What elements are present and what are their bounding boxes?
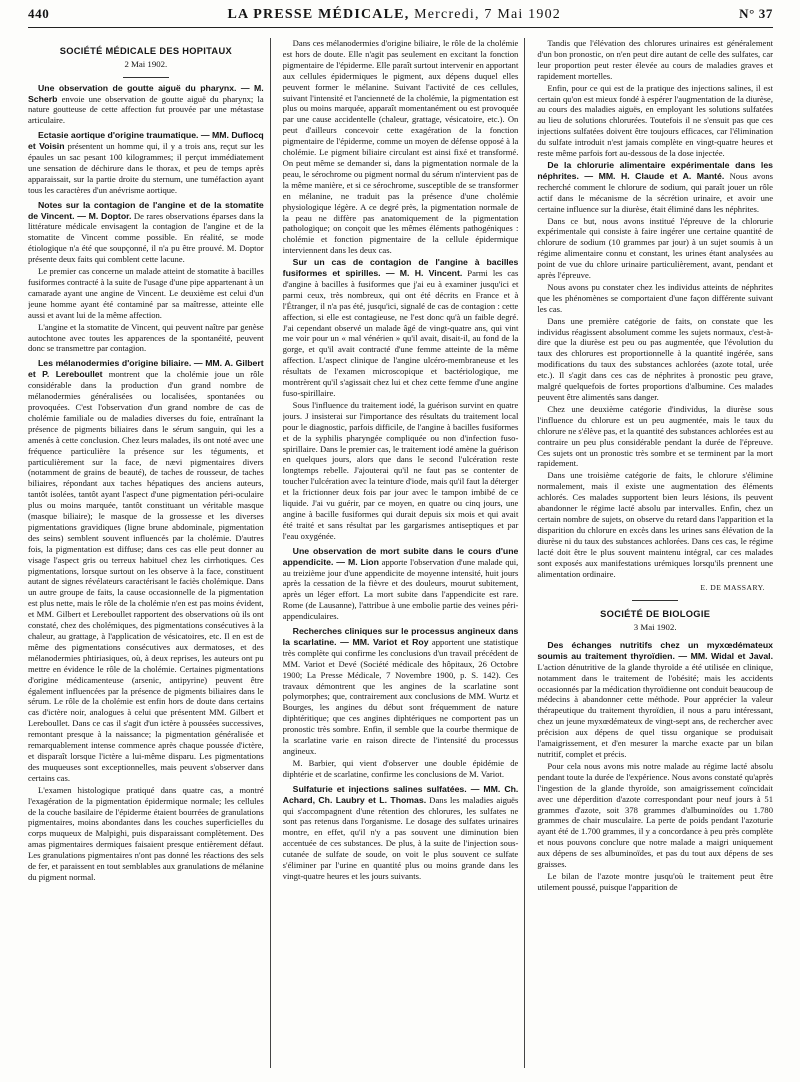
article-text: Nous avons recherché comment le chlorure de sodium, qui paraît jouer un rôle actif dans le mécanisme de la sécrétion urinaire, et avoir une certaine influence sur la diurèse, était éliminé dans les néphrites. bbox=[537, 170, 773, 214]
article-paragraph bbox=[537, 761, 773, 870]
article-heading: Ectasie aortique d'origine traumatique. — MM. Duflocq et Voisin bbox=[28, 130, 264, 152]
article-item bbox=[28, 83, 264, 127]
article-text: L'action dénutritive de la glande thyroïde a été utilisée en clinique, notamment dans le traitement de l'obésité; mais les accidents occasionnés par la médication thyroïdienne ont conduit beaucoup de médecins à abandonner cette méthode. Pour apprécier la valeur thérapeutique du traitement thyroïdien, il nous a paru intéressant, chez un jeune myxœdémateux de vingt-sept ans, de rechercher avec précision aux dépens de quel tissu organique se produisait l'amaigrissement, et d'en mesurer la marche exacte par un bilan nutritif, complet et précis. bbox=[537, 661, 773, 759]
article-paragraph bbox=[537, 871, 773, 893]
article-paragraph bbox=[283, 758, 519, 780]
article-text: Dans les maladies aiguës qui s'accompagnent d'une rétention des chlorures, les sulfates ne sont pas retenus dans l'organisme. Le dosage des sulfates urinaires montre, en effet, qu'il n'y a pas souvent une diminution bien accentuée de ces substances. De plus, à la suite de l'injection sous-cutanée de sulfate de soude, on voit le plus souvent ce sulfate s'éliminer par l'urine en quantité plus ou moins grande dans les vingt-quatre heures et les jours suivants. bbox=[282, 794, 519, 881]
section-title: SOCIÉTÉ MÉDICALE DES HOPITAUX bbox=[59, 46, 232, 56]
article-heading: Notes sur la contagion de l'angine et de la stomatite de Vincent. — M. Doptor. bbox=[28, 199, 264, 221]
article-paragraph bbox=[283, 784, 519, 882]
continuation-paragraph: Enfin, pour ce qui est de la pratique des injections salines, il est certain qu'on est mieux fondé à espérer l'augmentation de la diurèse, au cours des maladies aiguës, en employant les solutions sulfatées au lieu de solutions chlorurées. Toutefois il ne s'ensuit pas que ces injections sulfatées doivent être toujours efficaces, car l'élimination du sulfate introduit n'est jamais complète en vingt-quatre heures et reste même parfois fort au-dessous de la dose injectée. bbox=[537, 82, 773, 159]
article-paragraph bbox=[28, 322, 264, 355]
column-3-continuation bbox=[537, 38, 773, 159]
article-heading: Sulfaturie et injections salines sulfatées. — MM. Ch. Achard, Ch. Laubry et L. Thomas. bbox=[282, 783, 519, 805]
page-number: 440 bbox=[28, 6, 50, 21]
article-paragraph bbox=[537, 282, 773, 315]
article-text: Dans une troisième catégorie de faits, le chlorure s'élimine normalement, mais il existe une augmentation des éléments achlorés. Ces malades supportent bien leurs lésions, ils peuvent abandonner le régime lacté absolu par intervalles. Enfin, chez un certain nombre de sujets, on observe du retard dans l'apparition et la disparition du chlorure en excès dans les urines sans élévation de la diurèse ni du taux des substances achlorées. Dans ces cas, le régime lacté doit être le plus souvent maintenu intégral, car ces malades sont exposés aux manifestations urémiques lorsqu'ils prennent une alimentation ordinaire. bbox=[537, 470, 773, 579]
article-text: Parmi les cas d'angine à bacilles à fusiformes que j'ai eu à examiner jusqu'ici et parmi ceux, très nombreux, qui ont été décrits en France et à l'Étranger, il n'a pas été, jusqu'ici, signalé de cas de contagion : cette affection, si elle est contagieuse, ne l'est donc qu'à un faible degré. J'ai cependant observé un malade âgé de vingt-quatre ans, qui vint me voir pour un « mal vénérien » qu'il avait, disait-il, au fond de la gorge, et qu'il avait contracté d'une femme atteinte de la même affection. L'aspect clinique de l'angine ulcéro-membraneuse et les résultats de l'examen microscopique et bactériologique, me montrèrent qu'il s'agissait chez lui et chez cette femme d'une angine fuso-spirillaire. bbox=[282, 268, 519, 398]
article-text: De rares observations éparses dans la littérature médicale envisagent la contagion de l'angine et de la stomatite de Vincent comme possible. En réalité, se mode étiologique n'a été que soupçonné, il n'a pu être prouvé. M. Doptor présente deux faits qui comblent cette lacune. bbox=[28, 210, 264, 265]
article-heading: De la chlorurie alimentaire expérimentale dans les néphrites. — MM. H. Claude et A. Manté. bbox=[537, 159, 773, 181]
article-text: Sous l'influence du traitement iodé, la guérison survint en quatre jours. J insisterai sur l'importance des résultats du traitement local pour le diagnostic, parfois difficile, de l'angine à bacilles fusiformes et de la syphilis pharyngée compliquée ou non d'infection fuso-spirillaire. Dans le premier cas, le traitement iodé amène la guérison en quelques jours, alors que dans le second l'ulcération reste longtemps rebelle. J'ajouterai qu'il ne faut pas se contenter de toucher l'ulcération avec la teinture d'iode, mais qu'il faut la déterger et la frictionner deux fois par jour avec le tampon imbibé de ce liquide. J'ai vu guérir, par ce moyen, en quatre ou cinq jours, une angine à bacille fusiformes qui durait depuis six mois et qui avait été traité et sans résultat par les gargarismes antiseptiques et par l'eau oxygénée. bbox=[282, 399, 519, 541]
article-paragraph bbox=[537, 316, 773, 403]
article-text: Le bilan de l'azote montre jusqu'où le traitement peut être utilement poussé, puisque l'apparition de bbox=[537, 870, 773, 892]
article-heading: Des échanges nutritifs chez un myxœdémateux soumis au traitement thyroïdien. — MM. Widal et Javal. bbox=[537, 639, 773, 661]
section-2-items bbox=[537, 640, 773, 893]
article-paragraph bbox=[537, 640, 773, 760]
article-item bbox=[283, 546, 519, 622]
article-item bbox=[283, 626, 519, 780]
section-1-items bbox=[28, 83, 264, 883]
article-item bbox=[283, 784, 519, 882]
article-text: M. Barbier, qui vient d'observer une double épidémie de diphtérie et de scarlatine, confirme les conclusions de M. Variot. bbox=[282, 757, 519, 779]
article-paragraph bbox=[537, 404, 773, 469]
columns bbox=[28, 38, 773, 1068]
article-item bbox=[28, 130, 264, 195]
issue-date: Mercredi, 7 Mai 1902 bbox=[414, 7, 561, 22]
article-item bbox=[537, 160, 773, 579]
column-2 bbox=[283, 38, 526, 1068]
article-paragraph bbox=[283, 546, 519, 622]
article-item bbox=[28, 200, 264, 355]
article-paragraph bbox=[28, 785, 264, 883]
column-2-items bbox=[283, 257, 519, 882]
article-heading: Sur un cas de contagion de l'angine à bacilles fusiformes et spirilles. — M. H. Vincent. bbox=[282, 257, 519, 279]
article-item bbox=[28, 358, 264, 883]
continuation-paragraph: Tandis que l'élévation des chlorures urinaires est généralement d'un bon pronostic, on n'en peut dire autant de celle des sulfates, car leur proportion peut rester élevée au cours de maladies graves et rapidement mortelles. bbox=[537, 38, 773, 81]
article-heading: Une observation de goutte aiguë du pharynx. — M. Scherb bbox=[28, 82, 264, 104]
section-date: 2 Mai 1902. bbox=[124, 58, 168, 69]
article-text: Dans ce but, nous avons institué l'épreuve de la chlorurie expérimentale qui consiste à faire ingérer une certaine quantité de chlorure de sodium (10 grammes par jour) à un sujet soumis à un régime alimentaire connu et constant, les urines étant analysées au point de vue du chlore urinaire particulièrement, avant, pendant et après l'épreuve. bbox=[537, 215, 773, 281]
article-text: Le premier cas concerne un malade atteint de stomatite à bacilles fusiformes contracté à la suite de l'usage d'une pipe appartenant à un camarade ayant une angine de Vincent. Le deuxième est celui d'un jeune homme ayant été contaminé par sa maîtresse, atteinte elle aussi et avant lui de la même affection. bbox=[28, 266, 264, 320]
continuation-paragraph: Dans ces mélanodermies d'origine biliaire, le rôle de la cholémie est hors de doute. Elle n'agit pas seulement en excitant la fonction pigmentaire de l'épiderme. Elle paraît surtout intervenir en apportant aux cellules épidermiques le pigment, aux dépens duquel elles peuvent former le mélanine. Suivant l'activité de ces cellules, suivant l'intensité et l'ancienneté de la cholémie, la pigmentation est plus ou moins marquée, apparaît momentanément ou est provoquée par une cause accidentelle (chaleur, grattage, vésicatoire, etc.). On peut d'ailleurs concevoir cette exagération de la fonction pigmentaire de l'épiderme, comme un moyen de défense opposé à la cholémie. Le pigment biliaire circulant est ainsi fixé et transformé. On peut même se demander si, dans la pigmentation normale de la peau, le sérochrome ou pigment normal du sérum n'intervient pas de la même manière, et si ce sérochrome, susceptible de se transformer en mélanine, ne traduit pas la présence d'une cholémie physiologique légère. A ce degré près, la pigmentation normale de la peau ne diffère pas anatomiquement de la pigmentation pathologique; on conçoit que les mêmes éléments pathogéniques : cholémie et fonction pigmentaire de la cellule épidermique interviennent dans les deux cas. bbox=[282, 38, 519, 256]
section-rule bbox=[123, 77, 169, 78]
article-heading: Les mélanodermies d'origine biliaire. — MM. A. Gilbert et P. Lereboullet bbox=[28, 358, 264, 380]
journal-name: LA PRESSE MÉDICALE, bbox=[227, 7, 410, 22]
column-1 bbox=[28, 38, 271, 1068]
section-rule bbox=[632, 600, 678, 601]
article-text: envoie une observation de goutte aiguë du pharynx; la nature goutteuse de cette affection fut prouvée par une métastase articulaire. bbox=[28, 93, 264, 126]
section-date: 3 Mai 1902. bbox=[633, 622, 677, 633]
author-signature: E. DE MASSARY. bbox=[700, 583, 766, 593]
article-text: apportent une statistique très complète qui confirme les conclusions d'un travail précédent de MM. Variot et Devé (Société médicale des hôpitaux, 26 Octobre 1900; La Presse Médicale, 7 Novembre 1900, p. S. 142). Ces travaux démontrent que les angines de la scarlatine sont polymorphes; que, contrairement aux conclusions de MM. Wurtz et Bourges, les angines du début sont fréquemment de nature diphtéritique; que ces angines diphtériques ne comportent pas un pronostic très sombre. Enfin, il semble que la courbe thermique de la scarlatine varie en raison directe de l'intensité du processus angineux. bbox=[282, 636, 519, 756]
issue-number: N° 37 bbox=[739, 6, 773, 21]
article-text: L'angine et la stomatite de Vincent, qui peuvent naître par genèse autochtone avec toutes les apparences de la spontanéité, peuvent donc se transmettre par contagion. bbox=[28, 321, 264, 354]
article-paragraph bbox=[28, 83, 264, 127]
article-paragraph bbox=[537, 216, 773, 281]
section-title: SOCIÉTÉ DE BIOLOGIE bbox=[600, 609, 711, 620]
article-text: apporte l'observation d'une malade qui, au treizième jour d'une appendicite de moyenne intensité, huit jours après la cessation de la fièvre et des douleurs, mourut subitement, après un léger effort. La mort subite dans l'appendicite est rare. Rome (de Lausanne), l'attribue à une embolie partie des veines péri-appendiculaires. bbox=[282, 556, 519, 622]
article-paragraph bbox=[28, 358, 264, 783]
column-3-items bbox=[537, 160, 773, 579]
article-paragraph bbox=[28, 130, 264, 195]
article-item bbox=[283, 257, 519, 542]
article-paragraph bbox=[283, 400, 519, 542]
article-paragraph bbox=[283, 257, 519, 399]
article-paragraph bbox=[537, 470, 773, 579]
article-text: montrent que la cholémie joue un rôle considérable dans la production d'un grand nombre de mélanodermies généralisées ou localisées, spontanées ou provoquées. C'est l'observation d'un grand nombre de cas de cholémie familiale ou de maladies diverses du foie, entraînant la présence de pigments biliaires dans le sérum sanguin, qui les a amenés à cette conclusion. Chez leurs malades, ils ont noté avec une fréquence particulière la présence sur les téguments, et particulièrement sur la face, de nævi pigmentaires divers (notamment de grains de beauté), de taches de rousseur, de taches biliaires, répondant aux taches hépatiques des anciens auteurs, tantôt isolées, tantôt ayant l'aspect d'une pigmentation péri-oculaire plus ou moins marquée, tantôt constituant un véritable masque (masque biliaire); le masque de la grossesse et les diverses pigmentations gravidiques (ligne brune abdominale, pigmentation des seins) semblent souvent influencés par la cholémie. D'autres fois, la pigmentation est diffuse; dans ces cas elle peut donner au visage l'aspect gris ou terreux habituel chez les cirrhotiques. Ces pigmentations, lorsque surtout on les observe à la face, constituent autant de signes révélateurs caractérisant le faciès cholémique. Dans un autre groupe de faits, la cause occasionnelle de la pigmentation est plus nette, mais le rôle de la cholémie n'en est pas moins évident, et MM. Gilbert et Lereboullet rapportent des observations où ils ont constaté, chez des cholémiques, des pigmentations consécutives à la chaleur, au grattage, à l'application de vésicatoires, etc. Il en est de même des pigmentations consécutives aux dermatoses, et des mélanodermies phtiriasiques, où, à deux reprises, les auteurs ont pu mettre en évidence le rôle de la cholémie. Certaines pigmentations d'origine médicamenteuse (arsenic, antipyrine) peuvent être également influencées par la présence de pigments biliaires dans le sérum. Le rôle de la cholémie est enfin hors de doute dans certains cas d'ictère noir, analogues à celui que présentent MM. Gilbert et Lereboullet. Dans ce cas il s'agit d'un ictère à poussées successives, remontant presque à la naissance; la pigmentation généralisée et remarquablement intense commence après chaque poussée d'ictère, et disparaît lorsque l'ictère a lui-même disparu. Les pigmentations des muqueuses sont exceptionnelles, mais peuvent s'observer dans certains cas. bbox=[28, 369, 264, 783]
article-paragraph bbox=[28, 266, 264, 321]
column-3 bbox=[537, 38, 773, 1068]
article-paragraph bbox=[537, 160, 773, 215]
article-text: Nous avons pu constater chez les individus atteints de néphrites que les phénomènes se comportaient d'une façon différente suivant les cas. bbox=[537, 281, 773, 314]
article-item bbox=[537, 640, 773, 893]
article-text: Dans une première catégorie de faits, on constate que les individus réagissent absolument comme les sujets normaux, c'est-à-dire que la diurèse est peu ou pas augmentée, que l'évolution du taux des chlorures est proportionnelle à la quantité ingérée, sans modifications du taux des substances achlorées (azote total, urée etc.). Il s'agit dans ces cas de néphrites à pronostic peu grave, malgré quelquefois de fortes proportions d'albumine. Ces malades peuvent être alimentés sans danger. bbox=[537, 315, 773, 402]
article-heading: Recherches cliniques sur le processus angineux dans la scarlatine. — MM. Variot et Roy bbox=[282, 626, 519, 647]
article-heading: Une observation de mort subite dans le cours d'une appendicite. — M. Lion bbox=[282, 545, 519, 567]
page-header bbox=[28, 0, 773, 28]
article-text: présentent un homme qui, il y a trois ans, reçut sur les épaules un sac pesant 100 kilogrammes; il perçut immédiatement une sensation de déchirure dans le thorax, et peu de temps après apparaissait, sur la partie droite du sternum, une tuméfaction ayant tous les caractères d'un anévrisme aortique. bbox=[28, 141, 264, 195]
article-paragraph bbox=[283, 626, 519, 757]
article-paragraph bbox=[28, 200, 264, 265]
article-text: L'examen histologique pratiqué dans quatre cas, a montré l'exagération de la pigmentation épidermique normale; les cellules de la couche basilaire de l'épiderme étaient bourrées de granulations pigmentaires, moins abondantes dans les couches superficielles du corps muqueux de Malpighi, puis disparaissant complètement. Des amas pigmentaires dermiques faisaient presque entièrement défaut. Les granulations pigmentaires n'ont pas donné les réactions des sels de fer, et paraissent en tout semblables aux granulations de mélanine du pigment normal. bbox=[28, 784, 264, 882]
journal-title bbox=[228, 7, 561, 23]
article-text: Chez une deuxième catégorie d'individus, la diurèse sous l'influence du chlorure est un peu augmentée, mais le taux du chlorure ne s'élève pas, et la quantité des substances achlorées est au contraire un peu plus considérable pendant la durée de l'épreuve. Ces sujets ont un pronostic très sombre et se terminent par la mort rapidement. bbox=[537, 403, 773, 469]
article-text: Pour cela nous avons mis notre malade au régime lacté absolu pendant toute la durée de l'expérience. Nous avons constaté qu'après l'ingestion de la glande thyroïde, son amaigrissement coïncidait avec une déperdition d'azote correspondant pour neuf jours à 51 grammes d'azote, soit 378 grammes d'albuminoïdes ou 1.780 grammes de chair musculaire. La perte de poids pendant l'azoturie ayant été de 1.700 grammes, il y a concordance à peu près complète et nous pouvons conclure que notre malade a maigri uniquement aux dépens de ses albuminoïdes, et pas du tout aux dépens de ses graisses. bbox=[537, 760, 773, 870]
